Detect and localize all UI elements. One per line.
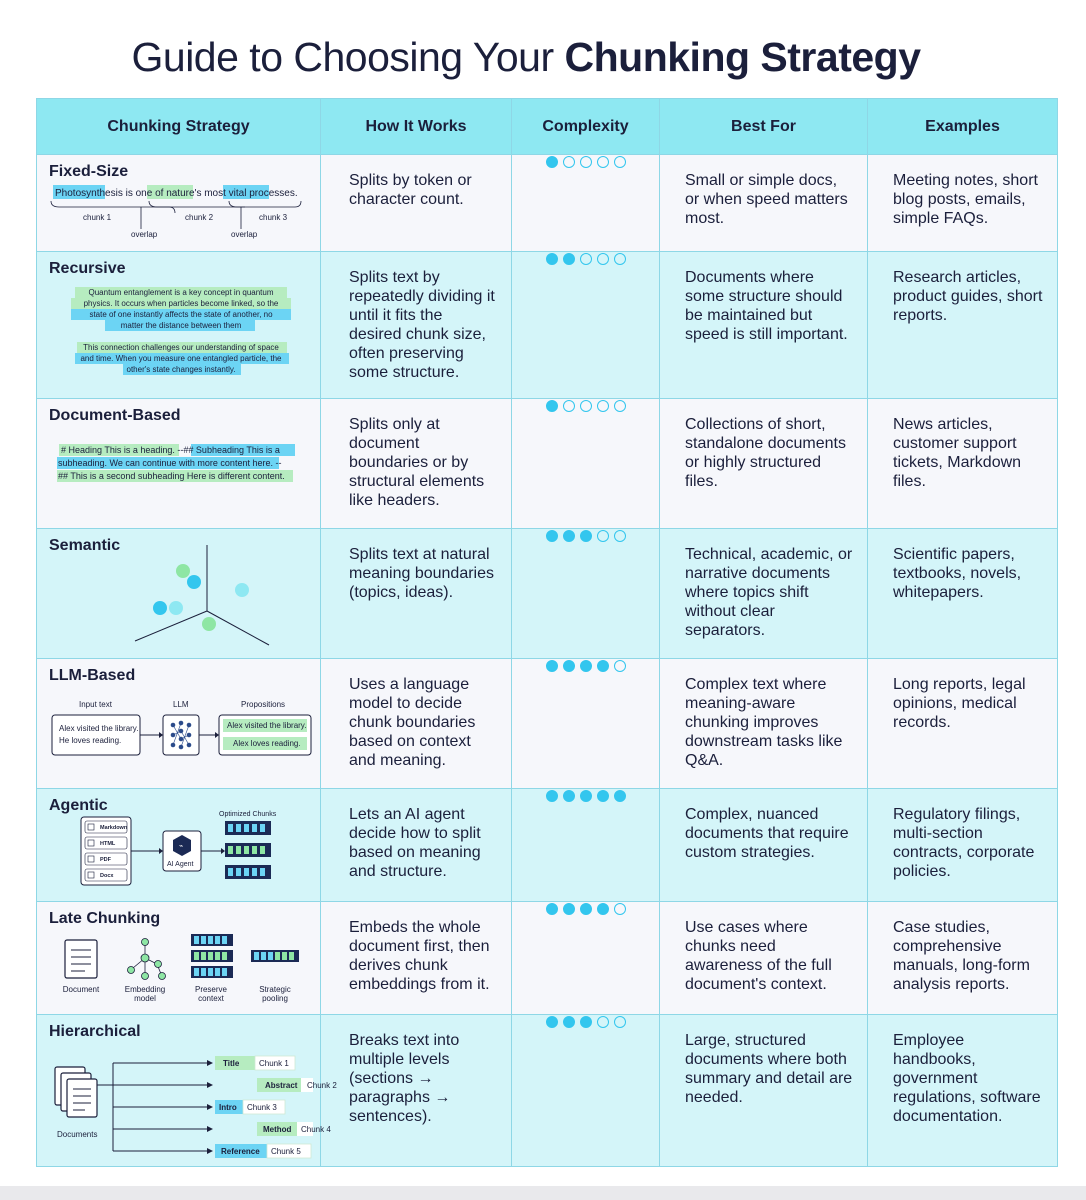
complexity-dot-filled [597, 903, 609, 915]
examples-cell: Long reports, legal opinions, medical records. [868, 659, 1058, 789]
bottom-bar [0, 1186, 1086, 1200]
complexity-dot-empty [597, 1016, 609, 1028]
svg-text:AI Agent: AI Agent [167, 861, 194, 868]
recursive-illustration [61, 286, 311, 386]
svg-text:HTML: HTML [100, 841, 116, 847]
how-cell: Splits by token or character count. [321, 155, 512, 252]
semantic-space-illustration [107, 541, 297, 651]
document-icon [65, 940, 97, 978]
complexity-dot-filled [597, 790, 609, 802]
svg-text:physics. It occurs when partic: physics. It occurs when particles become linked, so the [83, 299, 279, 308]
complexity-dot-filled [580, 903, 592, 915]
complexity-dot-filled [546, 253, 558, 265]
complexity-dot-empty [614, 530, 626, 542]
col-header-complexity: Complexity [512, 99, 660, 155]
complexity-dot-filled [546, 903, 558, 915]
strategy-cell [37, 399, 321, 529]
complexity-dot-empty [580, 253, 592, 265]
svg-text:Title: Title [223, 1059, 240, 1068]
svg-text:PDF: PDF [100, 857, 111, 863]
complexity-dot-empty [614, 253, 626, 265]
complexity-dot-empty [580, 156, 592, 168]
complexity-cell [512, 155, 660, 252]
documents-icon [55, 1067, 97, 1117]
complexity-dot-empty [597, 400, 609, 412]
strategy-name: Document-Based [49, 407, 181, 424]
svg-text:chunk 2: chunk 2 [185, 213, 214, 222]
svg-text:Photosynthesis is one of natur: Photosynthesis is one of nature's most vital processes. [55, 188, 298, 199]
complexity-dot-empty [614, 903, 626, 915]
complexity-dot-filled [546, 156, 558, 168]
svg-text:Optimized Chunks: Optimized Chunks [219, 811, 277, 818]
svg-text:## This is a second subheading: ## This is a second subheading Here is different content. [58, 471, 285, 481]
svg-text:Chunk 1: Chunk 1 [259, 1059, 289, 1068]
complexity-dots [546, 253, 626, 265]
preserve-context-icon [191, 934, 233, 978]
complexity-dot-filled [580, 1016, 592, 1028]
svg-text:⌁: ⌁ [179, 843, 184, 850]
how-cell: Splits text by repeatedly dividing it until it fits the desired chunk size, often preserving some structure. [321, 252, 512, 399]
best-cell: Use cases where chunks need awareness of the full document's context. [660, 902, 868, 1015]
examples-cell: Research articles, product guides, short reports. [868, 252, 1058, 399]
svg-text:and time. When you measure one: and time. When you measure one entangled particle, the [80, 354, 282, 363]
complexity-dot-empty [614, 1016, 626, 1028]
llm-illustration [49, 697, 315, 773]
complexity-dots [546, 660, 626, 672]
how-cell: Lets an AI agent decide how to split based on meaning and structure. [321, 789, 512, 902]
svg-text:Quantum entanglement is a key: Quantum entanglement is a key concept in quantum [88, 288, 274, 297]
complexity-cell [512, 659, 660, 789]
document-based-illustration [55, 443, 315, 487]
svg-text:chunk 1: chunk 1 [83, 213, 112, 222]
svg-text:overlap: overlap [231, 230, 258, 239]
svg-text:Alex loves reading.: Alex loves reading. [233, 739, 301, 748]
complexity-cell [512, 1015, 660, 1167]
table-row [37, 1015, 1058, 1167]
best-cell: Complex, nuanced documents that require custom strategies. [660, 789, 868, 902]
complexity-dots [546, 400, 626, 412]
svg-text:This connection challenges our: This connection challenges our understanding of space [83, 343, 279, 352]
complexity-dots [546, 530, 626, 542]
complexity-dot-empty [563, 400, 575, 412]
embedding-model-icon [128, 939, 166, 980]
strategy-name: LLM-Based [49, 667, 136, 684]
examples-cell: Regulatory filings, multi-section contracts, corporate policies. [868, 789, 1058, 902]
complexity-dot-empty [580, 400, 592, 412]
examples-cell: Scientific papers, textbooks, novels, whitepapers. [868, 529, 1058, 659]
svg-text:Chunk 2: Chunk 2 [307, 1081, 337, 1090]
svg-text:Strategic: Strategic [259, 985, 291, 994]
strategy-cell [37, 252, 321, 399]
table-row [37, 902, 1058, 1015]
svg-text:Chunk 5: Chunk 5 [271, 1147, 301, 1156]
complexity-dot-filled [546, 1016, 558, 1028]
strategy-name: Fixed-Size [49, 163, 129, 180]
svg-text:Documents: Documents [57, 1130, 98, 1139]
svg-text:pooling: pooling [262, 994, 288, 1003]
best-cell: Technical, academic, or narrative documents where topics shift without clear separators. [660, 529, 868, 659]
table-row [37, 399, 1058, 529]
complexity-dot-filled [614, 790, 626, 802]
strategy-cell [37, 155, 321, 252]
best-cell: Collections of short, standalone documents or highly structured files. [660, 399, 868, 529]
how-cell: Breaks text into multiple levels (sections → paragraphs → sentences). [321, 1015, 512, 1167]
complexity-dot-empty [597, 530, 609, 542]
complexity-dot-filled [563, 903, 575, 915]
how-cell: Splits only at document boundaries or by structural elements like headers. [321, 399, 512, 529]
how-cell: Splits text at natural meaning boundaries (topics, ideas). [321, 529, 512, 659]
table-row [37, 529, 1058, 659]
svg-text:Alex visited the library.: Alex visited the library. [59, 724, 139, 733]
strategy-cell [37, 659, 321, 789]
col-header-strategy: Chunking Strategy [37, 99, 321, 155]
strategy-cell [37, 902, 321, 1015]
agentic-illustration [75, 811, 315, 891]
strategy-table [36, 98, 1058, 1167]
svg-text:Intro: Intro [219, 1103, 237, 1112]
complexity-dot-filled [563, 660, 575, 672]
table-row [37, 155, 1058, 252]
fixed-size-illustration [45, 181, 315, 241]
complexity-dot-filled [546, 660, 558, 672]
complexity-dot-filled [563, 253, 575, 265]
svg-text:Reference: Reference [221, 1147, 260, 1156]
svg-text:Chunk 4: Chunk 4 [301, 1125, 331, 1134]
best-cell: Documents where some structure should be maintained but speed is still important. [660, 252, 868, 399]
complexity-cell [512, 399, 660, 529]
complexity-dot-filled [580, 660, 592, 672]
svg-text:Embedding: Embedding [124, 985, 166, 994]
col-header-how: How It Works [321, 99, 512, 155]
best-cell: Complex text where meaning-aware chunking improves downstream tasks like Q&A. [660, 659, 868, 789]
examples-cell: Case studies, comprehensive manuals, long-form analysis reports. [868, 902, 1058, 1015]
complexity-dot-filled [563, 1016, 575, 1028]
strategy-name: Recursive [49, 260, 126, 277]
complexity-dots [546, 790, 626, 802]
header-row [37, 99, 1058, 155]
complexity-cell [512, 902, 660, 1015]
strategy-cell [37, 1015, 337, 1167]
how-cell: Uses a language model to decide chunk boundaries based on context and meaning. [321, 659, 512, 789]
strategy-name: Semantic [49, 537, 121, 554]
svg-text:# Heading This is a heading.: # Heading This is a heading. --## Subheading This is a [61, 445, 280, 455]
complexity-dot-empty [614, 156, 626, 168]
hierarchical-illustration [45, 1045, 337, 1161]
complexity-dot-filled [580, 530, 592, 542]
optimized-chunks-icon [225, 821, 271, 879]
complexity-dots [546, 156, 626, 168]
svg-text:other's state changes instantl: other's state changes instantly. [126, 365, 236, 374]
svg-text:Alex visited the library.: Alex visited the library. [227, 721, 307, 730]
late-chunking-illustration [45, 930, 315, 1006]
complexity-dot-filled [597, 660, 609, 672]
svg-text:Input text: Input text [79, 700, 112, 709]
examples-cell: Meeting notes, short blog posts, emails, simple FAQs. [868, 155, 1058, 252]
svg-text:Preserve: Preserve [194, 985, 228, 994]
svg-text:Abstract: Abstract [265, 1081, 298, 1090]
best-cell: Small or simple docs, or when speed matters most. [660, 155, 868, 252]
complexity-dot-empty [614, 400, 626, 412]
complexity-dot-filled [563, 530, 575, 542]
strategy-name: Agentic [49, 797, 108, 814]
svg-text:Propositions: Propositions [241, 700, 286, 709]
table-row [37, 252, 1058, 399]
complexity-dot-filled [546, 400, 558, 412]
complexity-dot-empty [597, 253, 609, 265]
strategy-cell [37, 529, 321, 659]
svg-text:Docx: Docx [100, 873, 114, 879]
col-header-best: Best For [660, 99, 868, 155]
svg-text:subheading. We can continue wi: subheading. We can continue with more content here. -- [58, 458, 282, 468]
svg-text:Method: Method [263, 1125, 292, 1134]
strategy-name: Late Chunking [49, 910, 161, 927]
svg-text:matter the distance between th: matter the distance between them [120, 321, 242, 330]
examples-cell: News articles, customer support tickets, Markdown files. [868, 399, 1058, 529]
page-title: Guide to Choosing Your Chunking Strategy [131, 34, 921, 80]
best-cell: Large, structured documents where both summary and detail are needed. [660, 1015, 868, 1167]
complexity-dot-empty [563, 156, 575, 168]
svg-text:He loves reading.: He loves reading. [59, 736, 122, 745]
complexity-cell [512, 529, 660, 659]
how-cell: Embeds the whole document first, then derives chunk embeddings from it. [321, 902, 512, 1015]
complexity-dot-empty [597, 156, 609, 168]
complexity-dots [546, 903, 626, 915]
svg-text:Document: Document [62, 985, 100, 994]
svg-text:context: context [198, 994, 224, 1003]
svg-text:Chunk 3: Chunk 3 [247, 1103, 277, 1112]
complexity-cell [512, 252, 660, 399]
complexity-dots [546, 1016, 626, 1028]
complexity-dot-empty [614, 660, 626, 672]
complexity-dot-filled [563, 790, 575, 802]
complexity-cell [512, 789, 660, 902]
examples-cell: Employee handbooks, government regulations, software documentation. [868, 1015, 1058, 1167]
svg-text:LLM: LLM [173, 700, 189, 709]
svg-text:model: model [134, 994, 156, 1003]
svg-text:Markdown: Markdown [100, 825, 128, 831]
table-row [37, 659, 1058, 789]
strategic-pooling-icon [251, 950, 299, 962]
complexity-dot-filled [580, 790, 592, 802]
svg-text:state of one instantly affects: state of one instantly affects the state of another, no [89, 310, 273, 319]
complexity-dot-filled [546, 790, 558, 802]
complexity-dot-filled [546, 530, 558, 542]
table-row [37, 789, 1058, 902]
svg-text:overlap: overlap [131, 230, 158, 239]
svg-text:chunk 3: chunk 3 [259, 213, 288, 222]
strategy-name: Hierarchical [49, 1023, 141, 1040]
col-header-examples: Examples [868, 99, 1058, 155]
strategy-cell [37, 789, 321, 902]
